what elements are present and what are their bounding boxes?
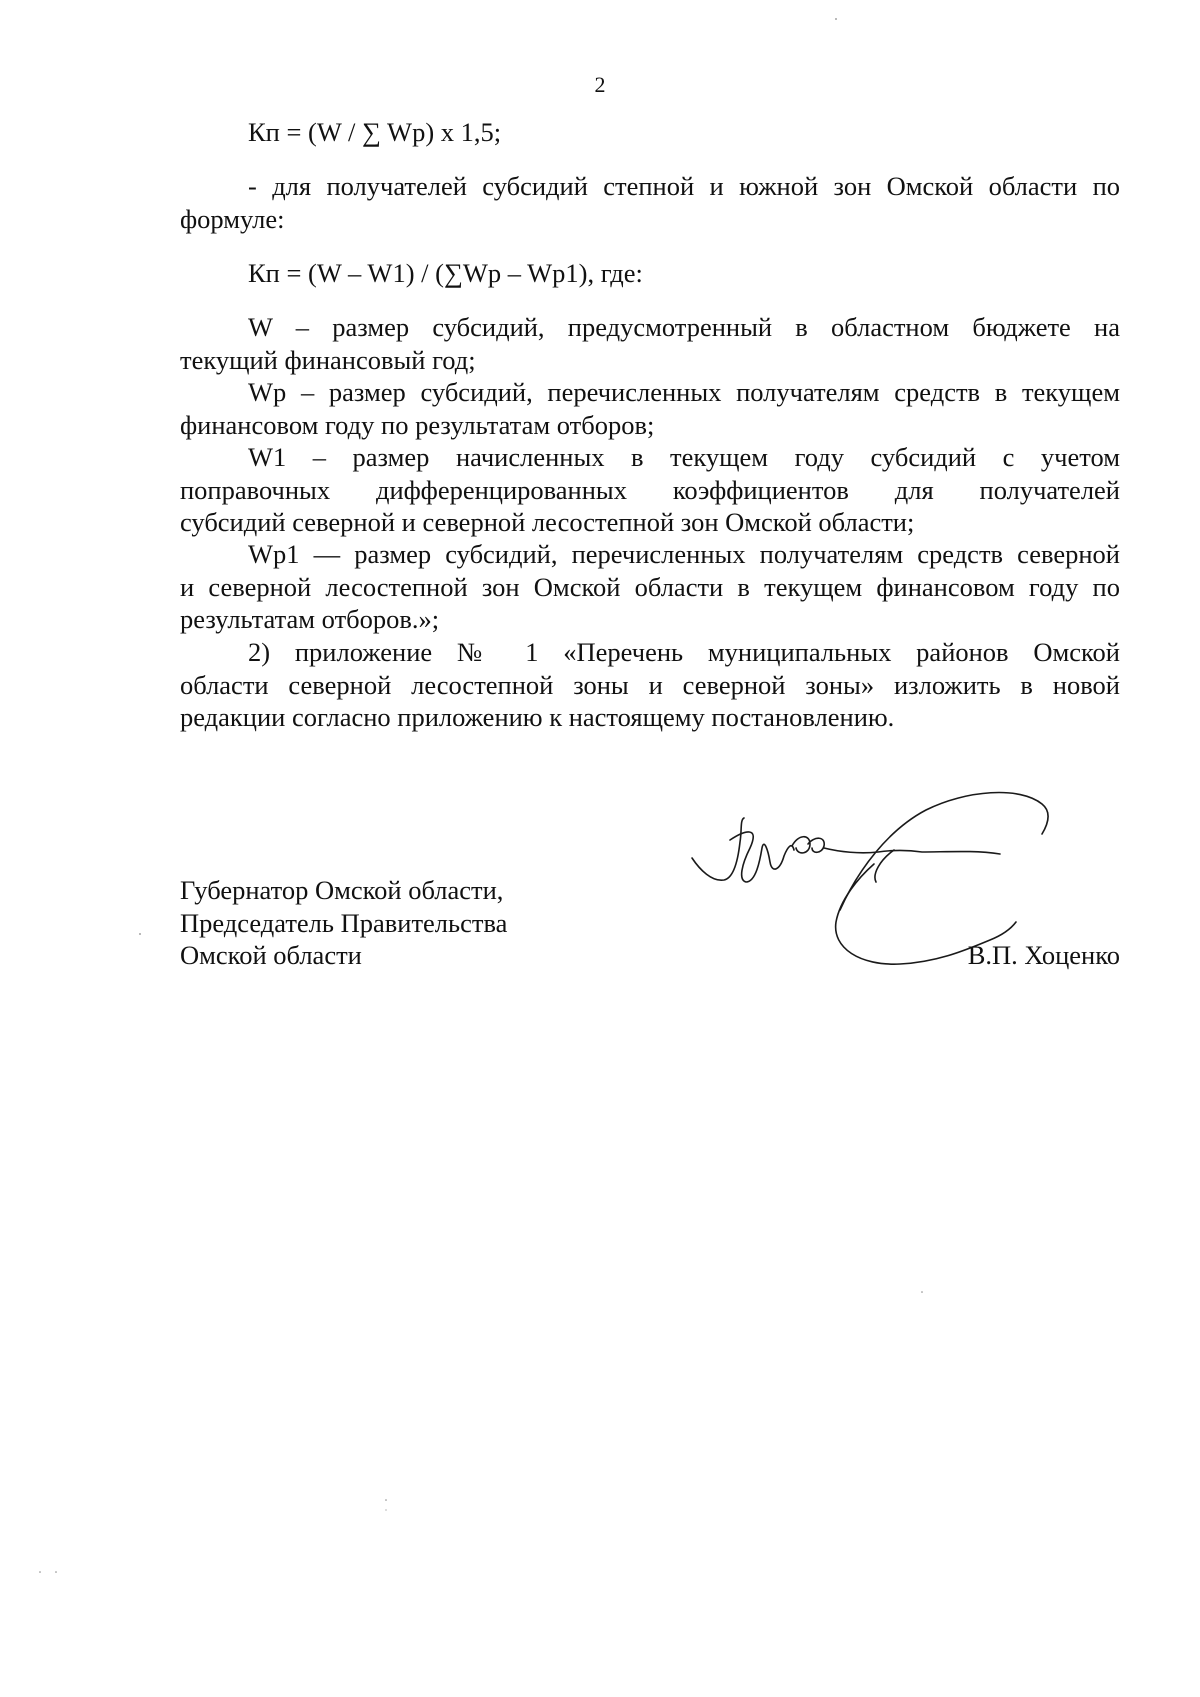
definition-wp1	[180, 538, 1120, 636]
item-2-line-1: 2) приложение № 1 «Перечень муниципальных районов Омской	[248, 637, 1120, 667]
definition-wp1-line-2: и северной лесостепной зон Омской области в текущем финансовом году по	[180, 571, 1120, 602]
signatory-title-line-1: Губернатор Омской области,	[180, 875, 504, 905]
signature-stroke	[792, 837, 824, 853]
item-2-line-2: области северной лесостепной зоны и северной зоны» изложить в новой	[180, 669, 1120, 700]
signature-stroke	[824, 848, 1000, 854]
scan-speck	[385, 1499, 387, 1501]
scan-speck	[385, 1509, 386, 1510]
signature-stroke	[875, 850, 894, 882]
definition-wp1-line-3: результатам отборов.»;	[180, 604, 440, 634]
signatory-name: В.П. Хоценко	[967, 940, 1120, 970]
signature-stroke	[692, 818, 744, 880]
signatory-title-line-3: Омской области	[180, 940, 362, 970]
scan-speck	[55, 1571, 57, 1573]
scan-speck	[921, 1291, 923, 1293]
definition-w1-line-3: субсидий северной и северной лесостепной зон Омской области;	[180, 507, 915, 537]
formula-2-text: Кп = (W – W1) / (∑Wp – Wp1), где:	[248, 258, 643, 288]
formula-1	[180, 116, 1120, 149]
definition-w1-line-2: поправочных дифференцированных коэффициентов для получателей	[180, 474, 1120, 505]
definition-wp	[180, 376, 1120, 441]
signatory-title-line-2: Председатель Правительства	[180, 907, 508, 938]
scan-speck	[139, 933, 141, 935]
scan-speck	[835, 18, 837, 20]
page-number: 2	[594, 72, 606, 97]
definition-wp-line-1: Wp – размер субсидий, перечисленных получателям средств в текущем	[248, 377, 1120, 407]
paragraph-steppe-line-2: формуле:	[180, 203, 285, 234]
formula-1-text: Кп = (W / ∑ Wp) x 1,5;	[248, 117, 502, 147]
definition-wp1-line-1: Wp1 — размер субсидий, перечисленных получателям средств северной	[248, 539, 1120, 569]
definition-wp-line-2: финансовом году по результатам отборов;	[180, 409, 655, 440]
signatory-title	[180, 874, 600, 972]
formula-2	[180, 257, 1120, 290]
item-2-line-3: редакции согласно приложению к настоящему постановлению.	[180, 702, 895, 732]
definition-w1	[180, 441, 1120, 539]
definition-w1-line-1: W1 – размер начисленных в текущем году субсидий с учетом	[248, 442, 1120, 472]
paragraph-steppe-zone	[180, 170, 1120, 235]
item-2-paragraph	[180, 636, 1120, 734]
definition-w-line-1: W – размер субсидий, предусмотренный в областном бюджете на	[248, 312, 1120, 342]
definition-w-line-2: текущий финансовый год;	[180, 344, 476, 375]
definition-w	[180, 311, 1120, 376]
scan-speck	[39, 1571, 41, 1573]
paragraph-steppe-line-1: - для получателей субсидий степной и южной зон Омской области по	[248, 171, 1120, 201]
